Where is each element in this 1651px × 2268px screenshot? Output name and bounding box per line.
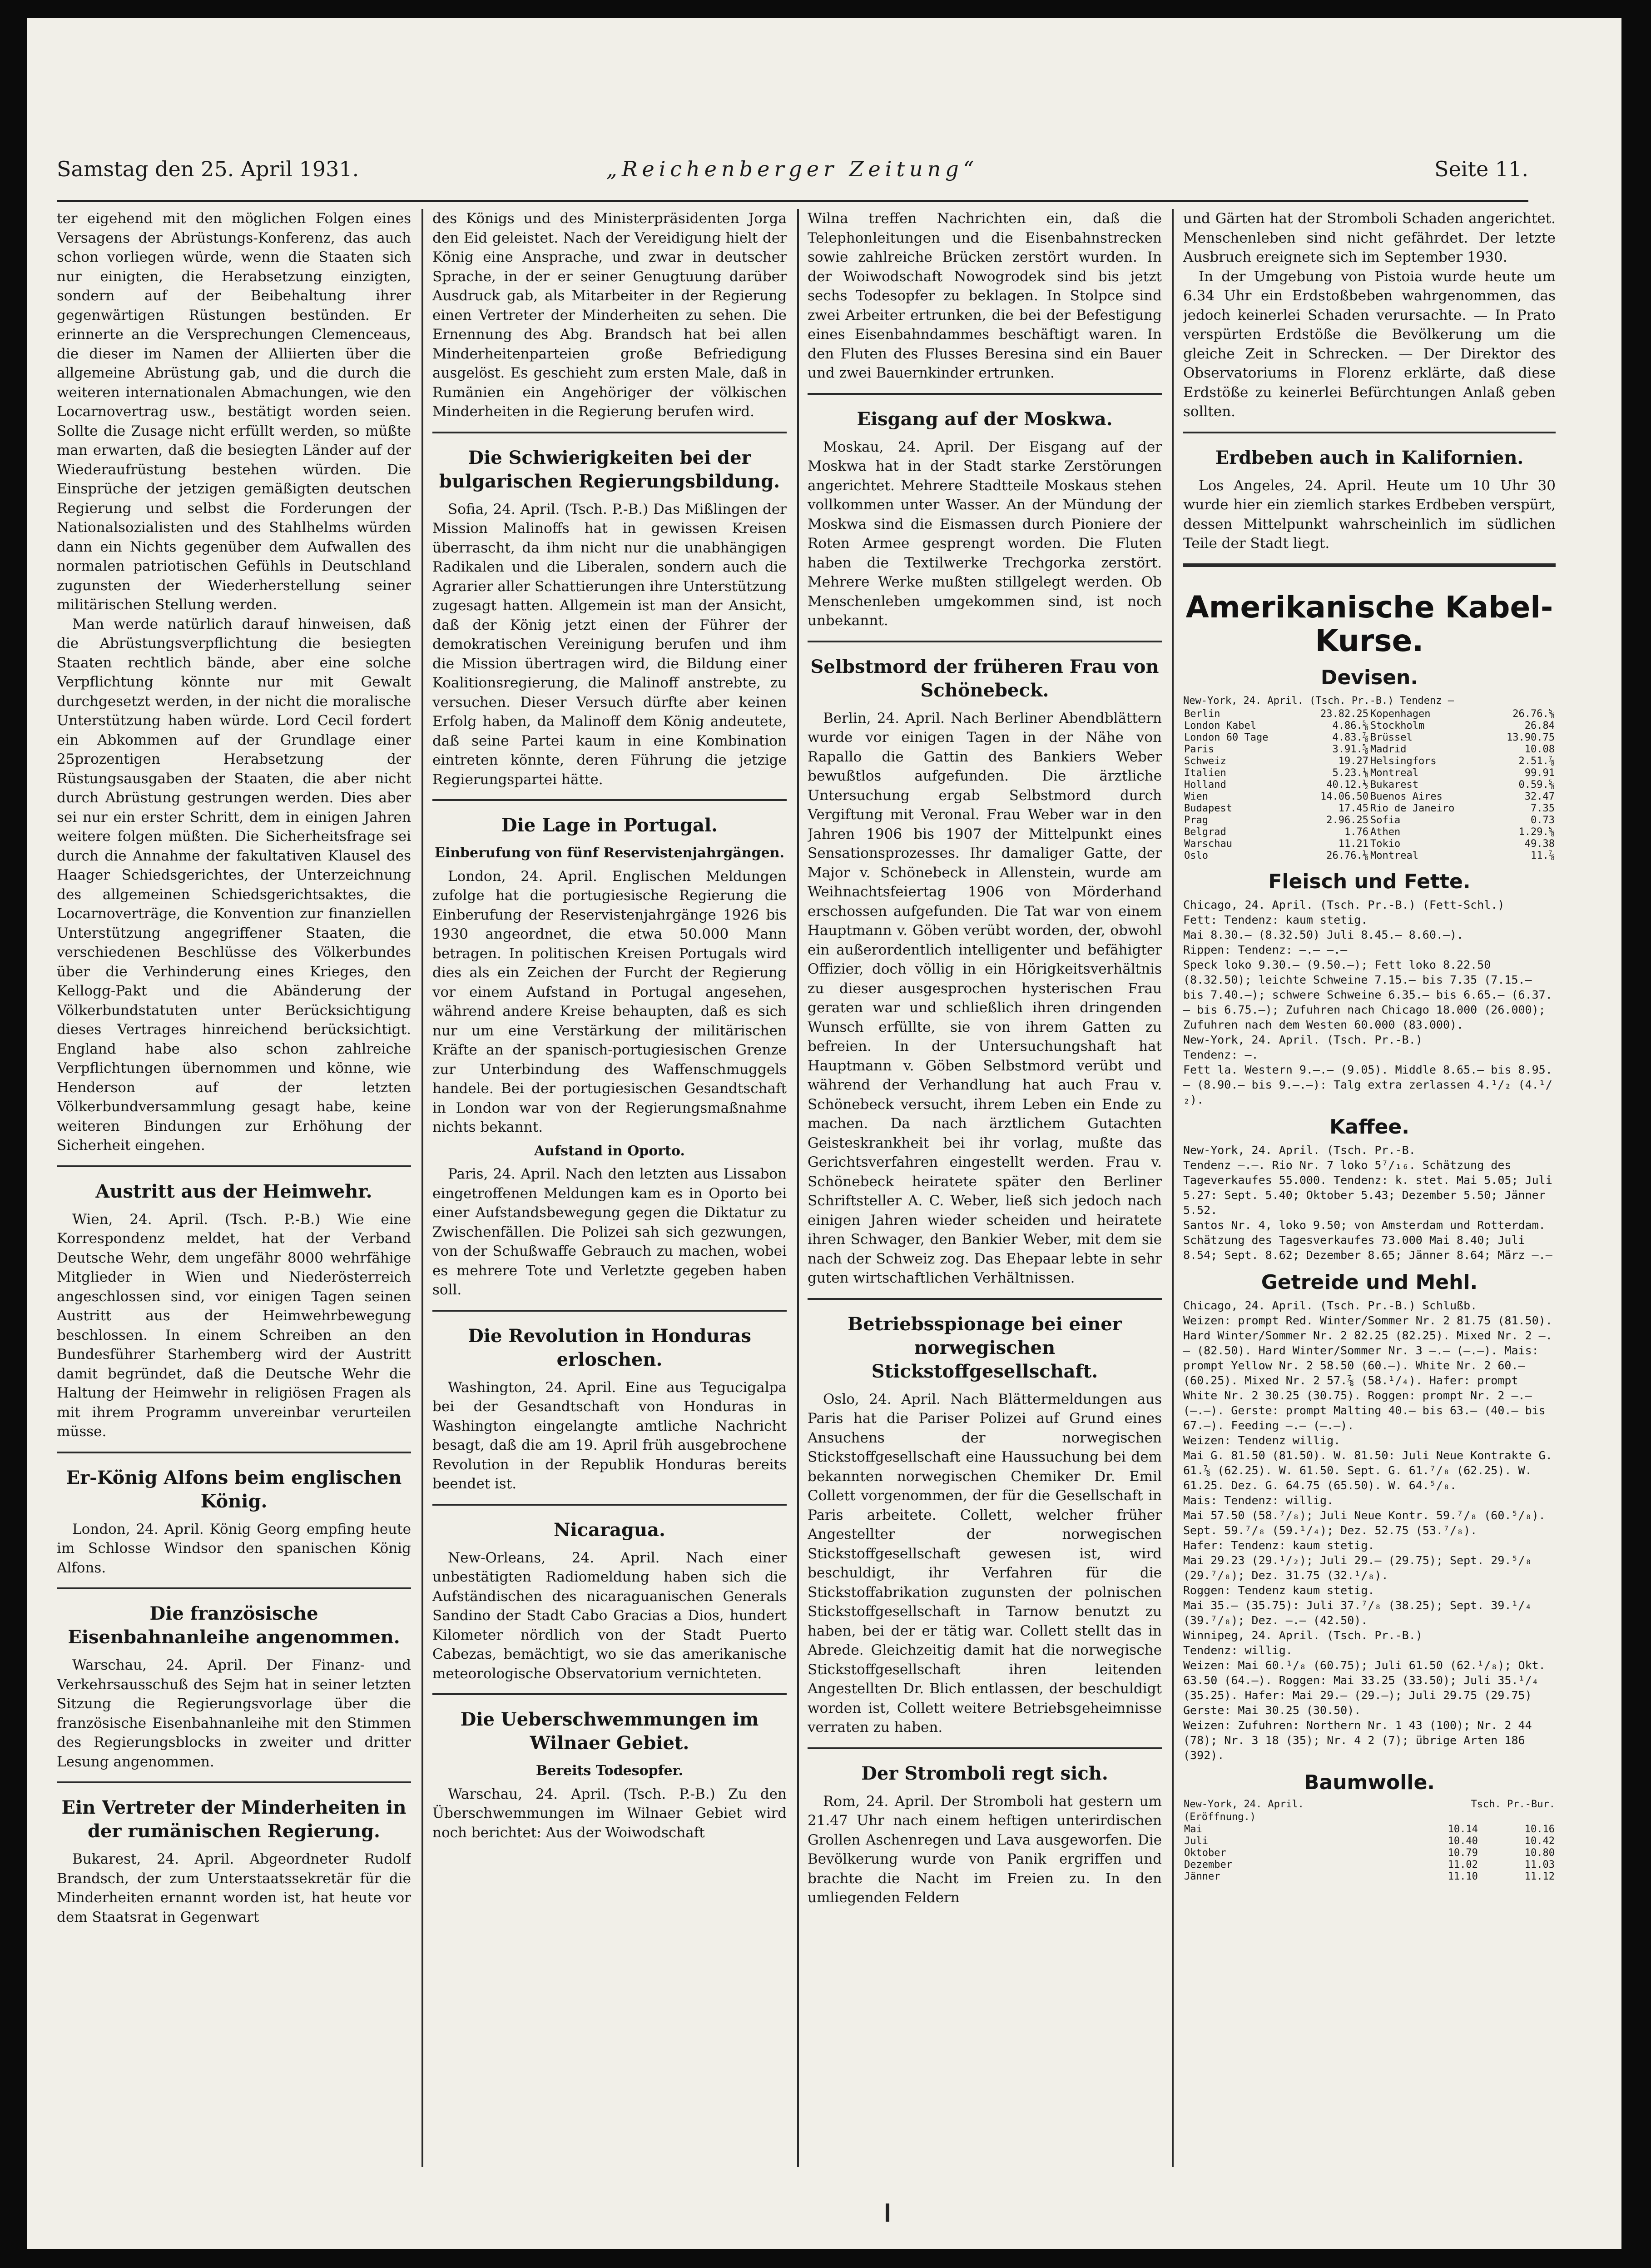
quote-line: Winnipeg, 24. April. (Tsch. Pr.-B.): [1183, 1628, 1423, 1642]
article-body: Wien, 24. April. (Tsch. P.-B.) Wie eine Korrespondenz meldet, hat der Verband Deutsche Wehr, dem ungefähr 8000 wehrfähige Mitglieder in Wien und Niederösterreich angeschlossen sind, vor einigen Tagen seinen Austritt aus der Heimwehrbewegung beschlossen. In einem Schreiben an den Bundesführer Starhemberg wird der Austritt damit begründet, daß die Deutsche Wehr die Haltung der Heimwehr in religiösen Fragen als mit ihrem Programm unvereinbar verurteilen müsse.: [57, 1211, 411, 1440]
price-value: 11.02: [1448, 1859, 1478, 1870]
devisen-row: [1183, 838, 1556, 850]
currency-name: Brüssel: [1370, 731, 1413, 743]
currency-name: Belgrad: [1184, 826, 1226, 838]
currency-rate: 1.76: [1344, 826, 1368, 838]
devisen-row: [1183, 756, 1556, 767]
article-title: Die Lage in Portugal.: [501, 815, 718, 836]
currency-rate: 3.91.⅝: [1332, 743, 1368, 755]
quote-line: Mai 57.50 (58.⁷/₈); Juli Neue Kontr. 59.⁷/₈ (60.⁵/₈). Sept. 59.⁷/₈ (59.¹/₄); Dez. 52.75 (53.⁷/₈).: [1183, 1508, 1546, 1537]
baumwolle-head-right: Tsch. Pr.-Bur.: [1471, 1798, 1555, 1810]
market-subsection-title: Kaffee.: [1329, 1115, 1409, 1139]
price-value: 10.79: [1448, 1847, 1478, 1859]
devisen-row: [1183, 850, 1556, 862]
article-body: Bukarest, 24. April. Abgeordneter Rudolf Brandsch, der zum Unterstaatssekretär für die Minderheiten ernannt worden ist, hat heute vor dem Staatsrat in Gegenwart: [57, 1851, 411, 1925]
column-rule: [421, 209, 423, 2167]
currency-rate: 14.06.50: [1320, 791, 1368, 802]
quote-line: Tendenz: willig.: [1183, 1643, 1293, 1657]
currency-rate: 11.⅞: [1531, 850, 1555, 861]
quote-line: Weizen: Zufuhren: Northern Nr. 1 43 (100); Nr. 2 44 (78); Nr. 3 18 (35); Nr. 4 2 (7); übrige Arten 186 (392).: [1183, 1718, 1532, 1762]
devisen-row: [1183, 720, 1556, 732]
currency-rate: 1.29.⅝: [1518, 826, 1555, 838]
quote-line: Weizen: Tendenz willig.: [1183, 1433, 1341, 1447]
quote-line: Roggen: Tendenz kaum stetig.: [1183, 1583, 1375, 1597]
devisen-row: [1183, 815, 1556, 826]
currency-rate: 7.35: [1531, 802, 1555, 814]
article-subtitle: Bereits Todesopfer.: [535, 1763, 684, 1779]
currency-name: Oslo: [1184, 850, 1208, 861]
price-value: 11.12: [1524, 1870, 1555, 1882]
bottom-mark: [886, 2203, 889, 2222]
article-divider: [808, 1747, 1162, 1749]
baumwolle-row: [1183, 1859, 1556, 1871]
quote-line: New-York, 24. April. (Tsch. Pr.-B.): [1183, 1033, 1423, 1046]
quote-line: Rippen: Tendenz: —.— —.—: [1183, 943, 1348, 956]
article-body: Washington, 24. April. Eine aus Tegucigalpa bei der Gesandtschaft von Honduras in Washington eingelangte amtliche Nachricht besagt, daß die am 19. April früh ausgebrochene Revolution in der Republik Honduras bereits beendet ist.: [432, 1379, 787, 1492]
article-divider: [1183, 563, 1556, 567]
month-label: Juli: [1184, 1835, 1208, 1847]
article-title: Ein Vertreter der Minderheiten in der rumänischen Regierung.: [61, 1797, 407, 1842]
article-title: Eisgang auf der Moskwa.: [857, 408, 1113, 430]
paragraph: In der Umgebung von Pistoia wurde heute um 6.34 Uhr ein Erdstoßbeben wahrgenommen, das jedoch keinerlei Schaden verursachte. — In Prato verspürten Erdstöße die Bevölkerung um die gleiche Zeit in Schrecken. — Der Direktor des Observatoriums in Florenz erklärte, daß diese Erdstöße zu keinerlei Befürchtungen Anlaß geben sollten.: [1183, 268, 1556, 420]
market-subsection-title: Devisen.: [1320, 666, 1418, 689]
article-body: Rom, 24. April. Der Stromboli hat gestern um 21.47 Uhr nach einem heftigen unterirdischen Grollen Aschenregen und Lava ausgeworfen. Die Bevölkerung wurde von Panik ergriffen und brachte die Nacht im Freien zu. In den umliegenden Feldern: [808, 1793, 1162, 1906]
currency-name: Prag: [1184, 814, 1208, 826]
article-divider: [808, 393, 1162, 395]
header-date: Samstag den 25. April 1931.: [57, 157, 359, 181]
currency-rate: 2.96.25: [1326, 814, 1368, 826]
article-divider: [57, 1165, 411, 1167]
devisen-row: [1183, 708, 1556, 720]
column-3: [808, 209, 1162, 2154]
kaffee-quotes: [1183, 1143, 1556, 1263]
devisen-row: [1183, 732, 1556, 744]
header-page-number: Seite 11.: [1434, 157, 1528, 181]
currency-rate: 49.38: [1524, 838, 1555, 850]
quote-line: New-York, 24. April. (Tsch. Pr.-B.: [1183, 1143, 1416, 1157]
currency-rate: 23.82.25: [1320, 708, 1368, 720]
currency-name: Budapest: [1184, 802, 1232, 814]
currency-rate: 10.08: [1524, 743, 1555, 755]
article-title: Er-König Alfons beim englischen König.: [66, 1467, 402, 1512]
fleisch-quotes: [1183, 897, 1556, 1107]
article-body: Oslo, 24. April. Nach Blättermeldungen aus Paris hat die Pariser Polizei auf Grund eines Ansuchens der norwegischen Stickstoffgesellschaft eine Haussuchung bei dem bekannten norwegischen Chemiker Dr. Emil Collett vorgenommen, der für die Gesellschaft in Paris arbeitete. Collett, welcher früher Angestellter der norwegischen Stickstoffgesellschaft gewesen ist, wird beschuldigt, ihr Verfahren für die Stickstoffabrikation zugunsten der polnischen Stickstoffgesellschaft in Tarnow benutzt zu haben, bei der er tätig war. Collett stellt das in Abrede. Gleichzeitig damit hat die norwegische Stickstoffgesellschaft ihren leitenden Angestellten Dr. Blich entlassen, der beschuldigt worden ist, Collett weitere Betriebsgeheimnisse verraten zu haben.: [808, 1391, 1162, 1736]
currency-name: Bukarest: [1370, 779, 1418, 791]
article-divider: [432, 432, 787, 433]
currency-name: Helsingfors: [1370, 755, 1437, 767]
currency-name: Berlin: [1184, 708, 1220, 720]
currency-rate: 32.47: [1524, 791, 1555, 802]
article-title: Der Stromboli regt sich.: [861, 1762, 1108, 1784]
currency-rate: 4.83.⅞: [1332, 731, 1368, 743]
currency-name: Montreal: [1370, 850, 1418, 861]
paragraph: Man werde natürlich darauf hinweisen, daß die Abrüstungsverpflichtung die besiegten Staaten rechtlich bände, aber eine solche Verpflichtung könnte nur mit Gewalt durchgesetzt werden, in der nicht die moralische Unterstützung haben würde. Lord Cecil fordert ein Abkommen auf der Grundlage einer 25prozentigen Herabsetzung der Rüstungsausgaben der Staaten, die aber nicht durch Abrüstung gestrungen werden. Dies aber sei nur ein erster Schritt, dem in einigen Jahren weitere folgen müßten. Die Sicherheitsfrage sei durch die Annahme der fakultativen Klausel des Haager Schiedsgerichtes, der Unterzeichnung des allgemeinen Schiedsgerichtsaktes, die Locarnoverträge, die Konvention zur finanziellen Unterstützung angegriffener Staaten, die verschiedenen Beschlüsse des Völkerbundes über die Verhinderung eines Krieges, den Kellogg-Pakt und die Abänderung der Völkerbundstatuten unter Berücksichtigung dieses Vertrages hinreichend berücksichtigt. England habe also schon zahlreiche Verpflichtungen übernommen und könne, wie Henderson auf der letzten Völkerbundversammlung gesagt habe, keine weiteren Bindungen zur Erhöhung der Sicherheit eingehen.: [57, 616, 411, 1154]
currency-rate: 17.45: [1338, 802, 1368, 814]
market-subsection-title: Fleisch und Fette.: [1268, 870, 1471, 893]
article-subtitle: Einberufung von fünf Reservistenjahrgängen.: [434, 845, 784, 861]
currency-rate: 2.51.⅞: [1518, 755, 1555, 767]
price-value: 11.10: [1448, 1870, 1478, 1882]
baumwolle-row: [1183, 1824, 1556, 1835]
currency-name: Montreal: [1370, 767, 1418, 779]
currency-rate: 11.21: [1338, 838, 1368, 850]
currency-rate: 19.27: [1338, 755, 1368, 767]
price-value: 11.03: [1524, 1859, 1555, 1870]
article-divider: [1183, 432, 1556, 433]
currency-rate: 26.76.⅛: [1326, 850, 1368, 861]
currency-name: Italien: [1184, 767, 1226, 779]
article-divider: [432, 1693, 787, 1695]
column-rule: [797, 209, 799, 2167]
baumwolle-sub: (Eröffnung.): [1184, 1811, 1256, 1823]
currency-name: Wien: [1184, 791, 1208, 802]
article-title: Austritt aus der Heimwehr.: [95, 1180, 372, 1202]
article-divider: [57, 1781, 411, 1783]
quote-line: Mai 29.23 (29.¹/₂); Juli 29.— (29.75); Sept. 29.⁵/₈ (29.⁷/₈); Dez. 31.75 (32.¹/₈).: [1183, 1553, 1532, 1582]
column-2: [432, 209, 787, 2154]
article-subtitle: Aufstand in Oporto.: [534, 1143, 685, 1159]
article-divider: [808, 641, 1162, 642]
article-title: Die Schwierigkeiten bei der bulgarischen Regierungsbildung.: [439, 447, 780, 492]
article-body: London, 24. April. Englischen Meldungen zufolge hat die portugiesische Regierung die Einberufung der Reservistenjahrgänge 1926 bis 1930 angeordnet, die etwa 50.000 Mann betragen. In politischen Kreisen Portugals wird dies als ein Zeichen der Furcht der Regierung vor einem Aufstand in Portugal angesehen, während andere Kreise behaupten, daß es sich nur um eine Verstärkung der militärischen Kräfte an der spanisch-portugiesischen Grenze zur Unterbindung des Waffenschmuggels handele. Bei der portugiesischen Gesandtschaft in London war von der Regierungsmaßnahme nichts bekannt.: [432, 868, 787, 1135]
article-body: Berlin, 24. April. Nach Berliner Abendblättern wurde vor einigen Tagen in der Nähe von Rapallo die Gattin des Bankiers Weber bewußtlos aufgefunden. Die ärztliche Untersuchung ergab Selbstmord durch Vergiftung mit Veronal. Frau Weber war in den Jahren 1906 bis 1907 der Mittelpunkt eines Sensationsprozesses. Ihr damaliger Gatte, der Major v. Schönebeck in Allenstein, wurde am Weihnachtsfeiertag 1906 von Mörderhand erschossen aufgefunden. Die Tat war von einem Hauptmann v. Göben verübt worden, der, obwohl ein außerordentlich intelligenter und befähigter Offizier, doch völlig in ein Hörigkeitsverhältnis zu dieser ausgesprochen hysterischen Frau geraten war und schließlich ihren dringenden Wunsch erfüllte, sie von ihrem Gatten zu befreien. In der Untersuchungshaft hat Hauptmann v. Göben Selbstmord verübt und während der Verhandlung hat auch Frau v. Schönebeck versucht, ihrem Leben ein Ende zu machen. Da nach ärztlichem Gutachten Geisteskrankheit bei ihr vorlag, mußte das Gerichtsverfahren eingestellt werden. Frau v. Schönebeck heiratete später den Berliner Schriftsteller A. C. Weber, ließ sich jedoch nach einigen Jahren wieder scheiden und heiratete ihren Schwager, den Bankier Weber, mit dem sie nach der Schweiz zog. Das Ehepaar lebte in sehr guten wirtschaftlichen Verhältnissen.: [808, 710, 1162, 1286]
article-title: Selbstmord der früheren Frau von Schönebeck.: [810, 656, 1159, 701]
article-title: Nicaragua.: [554, 1519, 665, 1541]
quote-line: Hafer: Tendenz: kaum stetig.: [1183, 1538, 1375, 1552]
quote-line: Fett: Tendenz: kaum stetig.: [1183, 913, 1368, 926]
article-title: Erdbeben auch in Kalifornien.: [1215, 447, 1524, 468]
month-label: Dezember: [1184, 1859, 1232, 1870]
currency-name: Buenos Aires: [1370, 791, 1443, 802]
quote-line: Santos Nr. 4, loko 9.50; von Amsterdam und Rotterdam. Schätzung des Tagesverkaufes 73.000 Mai 8.40; Juli 8.54; Sept. 8.62; Dezember 8.65; Jänner 8.64; März —.—: [1183, 1218, 1552, 1262]
article-body: Moskau, 24. April. Der Eisgang auf der Moskwa hat in der Stadt starke Zerstörungen angerichtet. Mehrere Stadtteile Moskaus stehen vollkommen unter Wasser. An der Mündung der Moskwa sind die Eismassen durch Pioniere der Roten Armee gesprengt worden. Die Fluten haben die Textilwerke Trechgorka zerstört. Mehrere Werke mußten stillgelegt werden. Ob Menschenleben umgekommen sind, ist noch unbekannt.: [808, 438, 1162, 629]
newspaper-page: [27, 18, 1621, 2249]
article-body: Paris, 24. April. Nach den letzten aus Lissabon eingetroffenen Meldungen kam es in Oporto bei einer Aufstandsbewegung gegen die Diktatur zu Zwischenfällen. Die Polizei sah sich gezwungen, von der Schußwaffe Gebrauch zu machen, wobei es mehrere Tote und Verletzte gegeben haben soll.: [432, 1166, 787, 1298]
quote-line: Chicago, 24. April. (Tsch. Pr.-B.) Schlußb.: [1183, 1298, 1477, 1312]
month-label: Oktober: [1184, 1847, 1226, 1859]
article-divider: [432, 1504, 787, 1506]
currency-name: Holland: [1184, 779, 1226, 791]
quote-line: Weizen: Mai 60.¹/₈ (60.75); Juli 61.50 (62.¹/₈); Okt. 63.50 (64.—). Roggen: Mai 33.25 (33.50); Juli 35.¹/₄ (35.25). Hafer: Mai 29.— (29.—); Juli 29.75 (29.75) Gerste: Mai 30.25 (30.50).: [1183, 1658, 1546, 1717]
quote-line: Mai 35.— (35.75): Juli 37.⁷/₈ (38.25); Sept. 39.¹/₄ (39.⁷/₈); Dez. —.— (42.50).: [1183, 1598, 1532, 1627]
currency-rate: 26.76.⅝: [1512, 708, 1555, 720]
baumwolle-row: [1183, 1847, 1556, 1859]
article-body: New-Orleans, 24. April. Nach einer unbestätigten Radiomeldung haben sich die Aufständischen des nicaraguanischen Generals Sandino der Stadt Cabo Gracias a Dios, hundert Kilometer nördlich von der Stadt Puerto Cabezas, bemächtigt, wo sie das amerikanische meteorologische Observatorium vernichteten.: [432, 1549, 787, 1682]
devisen-header: New-York, 24. April. (Tsch. Pr.-B.) Tendenz —: [1183, 695, 1454, 706]
quote-line: Mais: Tendenz: willig.: [1183, 1493, 1334, 1507]
market-subsection-title: Baumwolle.: [1304, 1771, 1435, 1794]
column-4: [1183, 209, 1556, 2154]
baumwolle-table: [1183, 1798, 1556, 1883]
article-body: Warschau, 24. April. Der Finanz- und Verkehrsausschuß des Sejm hat in seiner letzten Sitzung die Regierungsvorlage über die französische Eisenbahnanleihe mit den Stimmen des Regierungsblocks in zweiter und dritter Lesung angenommen.: [57, 1657, 411, 1770]
quote-line: Speck loko 9.30.— (9.50.—); Fett loko 8.22.50 (8.32.50); leichte Schweine 7.15.— bis 7.35 (7.15.— bis 7.40.—); schwere Schweine 6.35.— bis 6.65.— (6.37.— bis 6.75.—); Zufuhren nach Chicago 18.000 (26.000); Zufuhren nach dem Westen 60.000 (83.000).: [1183, 958, 1552, 1031]
paragraph: ter eigehend mit den möglichen Folgen eines Versagens der Abrüstungs-Konferenz, das auch schon vorliegen würde, wenn die Staaten sich nur einigten, die Herabsetzung einzigten, sondern auf der Beibehaltung ihrer gegenwärtigen Rüstungen bestünden. Er erinnerte an die Versprechungen Clemenceaus, die dieser im Namen der Alliierten über die allgemeine Abrüstung gab, und die durch die weiteren internationalen Abmachungen, wie den Locarnovertrag usw., bestätigt worden seien. Sollte die Zusage nicht erfüllt werden, so müßte man erwarten, daß die besiegten Länder auf der Wiederaufrüstung bestehen würden. Die Einsprüche der jetzigen gemäßigten deutschen Regierung und selbst die Forderungen der Nationalsozialisten und des Stahlhelms würden dann ein Nichts gegenüber dem Aufwallen des normalen patriotischen Gefühls in Deutschland zugunsten der Wiederherstellung seiner militärischen Stellung werden.: [57, 210, 411, 613]
currency-name: Stockholm: [1370, 720, 1425, 731]
market-section-title: Amerikanische Kabel-Kurse.: [1185, 589, 1553, 658]
getreide-quotes: [1183, 1298, 1556, 1763]
price-value: 10.42: [1524, 1835, 1555, 1847]
article-title: Die Revolution in Honduras erloschen.: [468, 1325, 751, 1370]
article-title: Betriebsspionage bei einer norwegischen Stickstoffgesellschaft.: [848, 1313, 1122, 1382]
quote-line: Mai 8.30.— (8.32.50) Juli 8.45.— 8.60.—).: [1183, 928, 1464, 941]
devisen-row: [1183, 803, 1556, 815]
devisen-table: [1183, 708, 1556, 862]
article-continuation: [57, 209, 411, 1155]
article-divider: [57, 1587, 411, 1589]
article-body: Sofia, 24. April. (Tsch. P.-B.) Das Mißlingen der Mission Malinoffs hat in gewissen Kreisen überrascht, da ihm nicht nur die unabhängigen Radikalen und die Liberalen, sondern auch die Agrarier aller Schattierungen ihre Unterstützung zugesagt hatten. Allgemein ist man der Ansicht, daß der König jetzt einen der Führer der demokratischen Vereinigung berufen und ihm die Mission übertragen wird, die Bildung einer Koalitionsregierung, die Malinoff anstrebte, zu versuchen. Dieser Versuch dürfte aber keinen Erfolg haben, da Malinoff dem König andeutete, daß seine Partei kaum in eine Kombination eintreten könnte, deren Führung die jetzige Regierungspartei hätte.: [432, 501, 787, 788]
baumwolle-head-left: New-York, 24. April.: [1184, 1798, 1304, 1810]
price-value: 10.14: [1448, 1823, 1478, 1835]
month-label: Jänner: [1184, 1870, 1220, 1882]
devisen-row: [1183, 744, 1556, 756]
header-rule: [57, 200, 1528, 202]
currency-rate: 40.12.½: [1326, 779, 1368, 791]
article-body: Warschau, 24. April. (Tsch. P.-B.) Zu den Überschwemmungen im Wilnaer Gebiet wird noch berichtet: Aus der Woiwodschaft: [432, 1786, 787, 1841]
paragraph: und Gärten hat der Stromboli Schaden angerichtet. Menschenleben sind nicht gefährdet. Der letzte Ausbruch ereignete sich im September 1930.: [1183, 210, 1556, 265]
page-header: [57, 148, 1528, 189]
article-divider: [57, 1452, 411, 1453]
currency-rate: 26.84: [1524, 720, 1555, 731]
quote-line: Mai G. 81.50 (81.50). W. 81.50: Juli Neue Kontrakte G. 61.⅞ (62.25). W. 61.50. Sept. G. 61.⁷/₈ (62.25). W. 61.25. Dez. G. 64.75 (65.50). W. 64.⁵/₈.: [1183, 1448, 1552, 1492]
market-subsection-title: Getreide und Mehl.: [1261, 1270, 1478, 1294]
currency-name: Kopenhagen: [1370, 708, 1431, 720]
column-1: [57, 209, 411, 2154]
currency-rate: 5.23.⅛: [1332, 767, 1368, 779]
baumwolle-row: [1183, 1871, 1556, 1883]
currency-name: London Kabel: [1184, 720, 1256, 731]
devisen-row: [1183, 779, 1556, 791]
currency-name: Tokio: [1370, 838, 1401, 850]
quote-line: Tendenz —.—. Rio Nr. 7 loko 5⁷/₁₆. Schätzung des Tageverkaufes 55.000. Tendenz: k. stet. Mai 5.05; Juli 5.27: Sept. 5.40; Oktober 5.43; Dezember 5.50; Jänner 5.52.: [1183, 1158, 1552, 1217]
devisen-row: [1183, 791, 1556, 803]
price-value: 10.40: [1448, 1835, 1478, 1847]
currency-rate: 13.90.75: [1507, 731, 1555, 743]
quote-line: Tendenz: —.: [1183, 1048, 1259, 1061]
paragraph: des Königs und des Ministerpräsidenten Jorga den Eid geleistet. Nach der Vereidigung hielt der König eine Ansprache, und zwar in deutscher Sprache, in der er seiner Genugtuung darüber Ausdruck gab, als Mitarbeiter in der Regierung einen Vertreter der Minderheiten zu sehen. Die Ernennung des Abg. Brandsch hat bei allen Minderheitenparteien große Befriedigung ausgelöst. Es geschieht zum ersten Male, daß in Rumänien ein Angehöriger der völkischen Minderheiten in die Regierung berufen wird.: [432, 210, 787, 420]
paragraph: Wilna treffen Nachrichten ein, daß die Telephonleitungen und die Eisenbahnstrecken sowie zahlreiche Brücken zerstört wurden. In der Woiwodschaft Nowogrodek sind bis jetzt sechs Todesopfer zu beklagen. In Stolpce sind zwei Arbeiter ertrunken, die bei der Befestigung eines Eisenbahndammes beschäftigt waren. In den Fluten des Flusses Beresina sind ein Bauer und zwei Bauernkinder ertrunken.: [808, 210, 1162, 381]
currency-name: Paris: [1184, 743, 1215, 755]
quote-line: Chicago, 24. April. (Tsch. Pr.-B.) (Fett-Schl.): [1183, 898, 1505, 911]
header-masthead: „Reichenberger Zeitung“: [606, 157, 979, 181]
currency-name: Sofia: [1370, 814, 1401, 826]
price-value: 10.80: [1524, 1847, 1555, 1859]
quote-line: Weizen: prompt Red. Winter/Sommer Nr. 2 81.75 (81.50). Hard Winter/Sommer Nr. 2 82.25 (82.25). Mixed Nr. 2 —.— (82.50). Hard Winter/Sommer Nr. 3 —.— (—.—). Mais: prompt Yellow Nr. 2 58.50 (60.—). White Nr. 2 60.— (60.25). Mixed Nr. 2 57.⅞ (58.¹/₄). Hafer: prompt White Nr. 2 30.25 (30.75). Roggen: prompt Nr. 2 —.— (—.—). Gerste: prompt Malting 40.— bis 63.— (40.— bis 67.—). Feeding —.— (—.—).: [1183, 1313, 1552, 1432]
article-divider: [432, 1310, 787, 1312]
article-divider: [432, 799, 787, 801]
currency-name: Athen: [1370, 826, 1401, 838]
devisen-row: [1183, 767, 1556, 779]
month-label: Mai: [1184, 1823, 1202, 1835]
currency-name: Warschau: [1184, 838, 1232, 850]
currency-name: Schweiz: [1184, 755, 1226, 767]
article-divider: [808, 1298, 1162, 1300]
column-rule: [1172, 209, 1174, 2167]
devisen-row: [1183, 826, 1556, 838]
currency-name: Rio de Janeiro: [1370, 802, 1455, 814]
currency-name: Madrid: [1370, 743, 1407, 755]
article-body: Los Angeles, 24. April. Heute um 10 Uhr 30 wurde hier ein ziemlich starkes Erdbeben verspürt, dessen Mittelpunkt wahrscheinlich im südlichen Teile der Stadt liegt.: [1183, 477, 1556, 552]
article-body: London, 24. April. König Georg empfing heute im Schlosse Windsor den spanischen König Alfons.: [57, 1521, 411, 1576]
article-title: Die Ueberschwemmungen im Wilnaer Gebiet.: [460, 1709, 759, 1754]
baumwolle-row: [1183, 1835, 1556, 1847]
currency-rate: 99.91: [1524, 767, 1555, 779]
price-value: 10.16: [1524, 1823, 1555, 1835]
quote-line: Fett la. Western 9.—.— (9.05). Middle 8.65.— bis 8.95.— (8.90.— bis 9.—.—): Talg extra zerlassen 4.¹/₂ (4.¹/₂).: [1183, 1063, 1552, 1106]
currency-rate: 0.59.⅝: [1518, 779, 1555, 791]
currency-rate: 0.73: [1531, 814, 1555, 826]
article-title: Die französische Eisenbahnanleihe angenommen.: [68, 1603, 400, 1648]
currency-name: London 60 Tage: [1184, 731, 1269, 743]
currency-rate: 4.86.⅝: [1332, 720, 1368, 731]
